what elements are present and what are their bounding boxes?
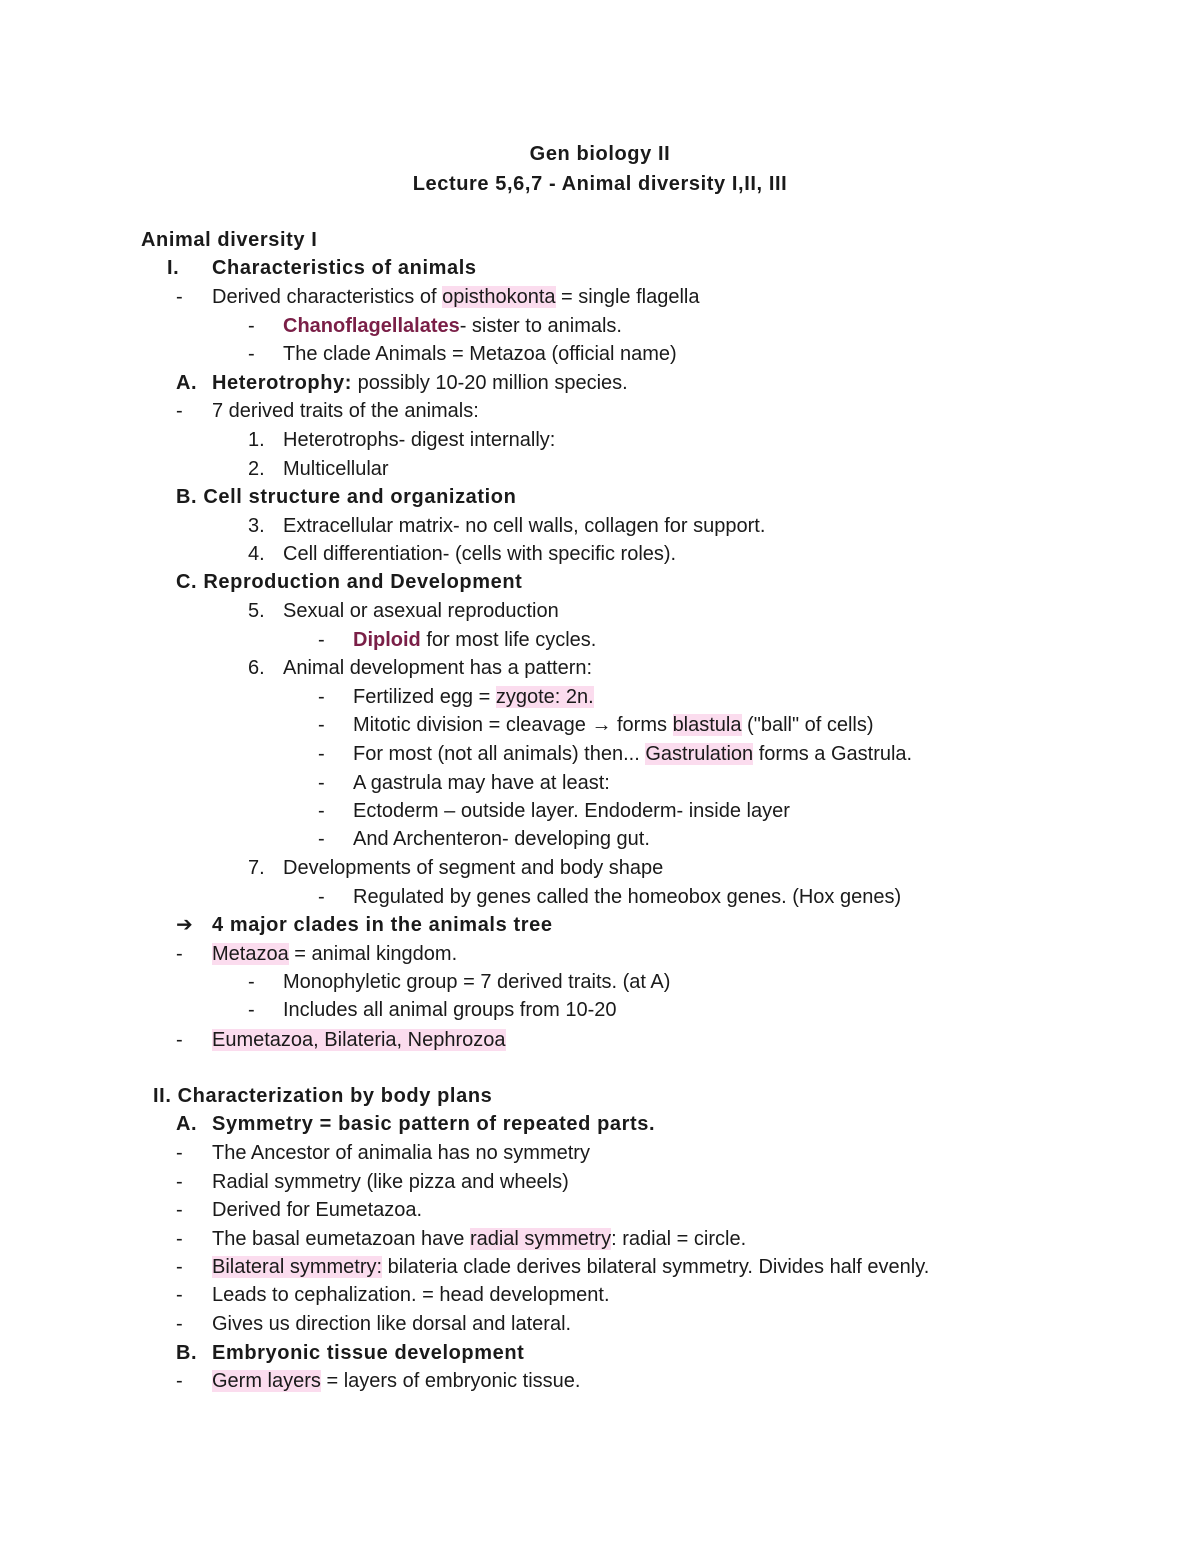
highlight-opisthokonta: opisthokonta bbox=[442, 286, 556, 308]
heading-text: Symmetry = basic pattern of repeated parts. bbox=[212, 1113, 656, 1135]
dash-marker: - bbox=[176, 286, 183, 308]
highlight-eumetazoa: Eumetazoa, Bilateria, Nephrozoa bbox=[212, 1029, 506, 1051]
dash-marker: - bbox=[176, 1256, 183, 1278]
dash-marker: - bbox=[176, 1171, 183, 1193]
bullet-text: Fertilized egg = zygote: 2n. bbox=[353, 686, 594, 708]
dash-marker: - bbox=[176, 1284, 183, 1306]
roman-numeral: I. bbox=[167, 257, 180, 279]
dash-marker: - bbox=[176, 1228, 183, 1250]
list-text: Cell differentiation- (cells with specific roles). bbox=[283, 543, 677, 565]
bullet-text: Derived for Eumetazoa. bbox=[212, 1199, 423, 1221]
bullet-text: A gastrula may have at least: bbox=[353, 772, 610, 794]
heading-text: Heterotrophy: possibly 10-20 million species. bbox=[212, 372, 628, 394]
heading-text: Characteristics of animals bbox=[212, 257, 477, 279]
dash-marker: - bbox=[176, 1029, 183, 1051]
bullet-text: Gives us direction like dorsal and lateral. bbox=[212, 1313, 572, 1335]
bullet-text: The clade Animals = Metazoa (official name) bbox=[283, 343, 677, 365]
list-number: 2. bbox=[248, 458, 265, 480]
highlight-bilateral-symmetry: Bilateral symmetry: bbox=[212, 1256, 383, 1278]
dash-marker: - bbox=[248, 343, 255, 365]
bullet-text: Monophyletic group = 7 derived traits. (at A) bbox=[283, 971, 671, 993]
highlight-gastrulation: Gastrulation bbox=[645, 743, 754, 765]
highlight-blastula: blastula bbox=[672, 714, 742, 736]
highlight-metazoa: Metazoa bbox=[212, 943, 289, 965]
bullet-text: Mitotic division = cleavage → forms blastula ("ball" of cells) bbox=[353, 714, 874, 736]
section-heading-animal-diversity-1: Animal diversity I bbox=[141, 229, 318, 251]
bullet-text: Radial symmetry (like pizza and wheels) bbox=[212, 1171, 569, 1193]
bullet-text: And Archenteron- developing gut. bbox=[353, 828, 650, 850]
dash-marker: - bbox=[318, 743, 325, 765]
list-text: Extracellular matrix- no cell walls, collagen for support. bbox=[283, 515, 766, 537]
bullet-text: 7 derived traits of the animals: bbox=[212, 400, 479, 422]
bullet-text bbox=[212, 1027, 506, 1053]
dash-marker: - bbox=[176, 1370, 183, 1392]
list-text: Heterotrophs- digest internally: bbox=[283, 429, 556, 451]
heading-reproduction: C. Reproduction and Development bbox=[176, 571, 523, 593]
list-number: 5. bbox=[248, 600, 265, 622]
emphasis-diploid: Diploid bbox=[353, 629, 421, 651]
dash-marker: - bbox=[176, 400, 183, 422]
list-text: Developments of segment and body shape bbox=[283, 857, 664, 879]
dash-marker: - bbox=[176, 1313, 183, 1335]
dash-marker: - bbox=[176, 1199, 183, 1221]
highlight-zygote: zygote: 2n. bbox=[495, 686, 594, 708]
emphasis-chanoflagellalates: Chanoflagellalates bbox=[283, 315, 460, 337]
bullet-text: Includes all animal groups from 10-20 bbox=[283, 999, 617, 1021]
list-text: Animal development has a pattern: bbox=[283, 657, 593, 679]
list-number: 4. bbox=[248, 543, 265, 565]
list-text: Sexual or asexual reproduction bbox=[283, 600, 559, 622]
list-text: Multicellular bbox=[283, 458, 389, 480]
dash-marker: - bbox=[318, 629, 325, 651]
dash-marker: - bbox=[248, 315, 255, 337]
dash-marker: - bbox=[248, 971, 255, 993]
letter-marker: B. bbox=[176, 1342, 198, 1364]
list-number: 1. bbox=[248, 429, 265, 451]
bullet-text: Regulated by genes called the homeobox genes. (Hox genes) bbox=[353, 886, 902, 908]
letter-marker: A. bbox=[176, 1113, 198, 1135]
bullet-text: The Ancestor of animalia has no symmetry bbox=[212, 1142, 590, 1164]
list-number: 3. bbox=[248, 515, 265, 537]
bullet-text: Metazoa = animal kingdom. bbox=[212, 943, 458, 965]
heading-text: 4 major clades in the animals tree bbox=[212, 914, 553, 936]
highlight-radial-symmetry: radial symmetry bbox=[469, 1228, 612, 1250]
dash-marker: - bbox=[248, 999, 255, 1021]
highlight-germ-layers: Germ layers bbox=[212, 1370, 321, 1392]
dash-marker: - bbox=[318, 714, 325, 736]
dash-marker: - bbox=[176, 943, 183, 965]
bullet-text: For most (not all animals) then... Gastrulation forms a Gastrula. bbox=[353, 743, 913, 765]
bullet-text: Germ layers = layers of embryonic tissue. bbox=[212, 1370, 581, 1392]
bullet-text: Derived characteristics of opisthokonta = single flagella bbox=[212, 286, 700, 308]
bullet-text: The basal eumetazoan have radial symmetry: radial = circle. bbox=[212, 1228, 747, 1250]
bullet-text: Leads to cephalization. = head development. bbox=[212, 1284, 610, 1306]
letter-marker: A. bbox=[176, 372, 198, 394]
section-heading-body-plans: II. Characterization by body plans bbox=[153, 1085, 493, 1107]
bullet-text: Bilateral symmetry: bilateria clade derives bilateral symmetry. Divides half evenly. bbox=[212, 1256, 930, 1278]
bullet-text: Diploid for most life cycles. bbox=[353, 629, 597, 651]
arrow-icon: ➔ bbox=[176, 914, 194, 936]
dash-marker: - bbox=[318, 686, 325, 708]
dash-marker: - bbox=[318, 772, 325, 794]
document-title: Gen biology II bbox=[529, 143, 671, 165]
list-number: 7. bbox=[248, 857, 265, 879]
dash-marker: - bbox=[318, 800, 325, 822]
dash-marker: - bbox=[318, 828, 325, 850]
dash-marker: - bbox=[176, 1142, 183, 1164]
bullet-text: Ectoderm – outside layer. Endoderm- inside layer bbox=[353, 800, 790, 822]
bullet-text: Chanoflagellalates- sister to animals. bbox=[283, 315, 622, 337]
heading-text: Embryonic tissue development bbox=[212, 1342, 525, 1364]
heading-cell-structure: B. Cell structure and organization bbox=[176, 486, 517, 508]
list-number: 6. bbox=[248, 657, 265, 679]
document-subtitle: Lecture 5,6,7 - Animal diversity I,II, III bbox=[412, 173, 788, 195]
dash-marker: - bbox=[318, 886, 325, 908]
